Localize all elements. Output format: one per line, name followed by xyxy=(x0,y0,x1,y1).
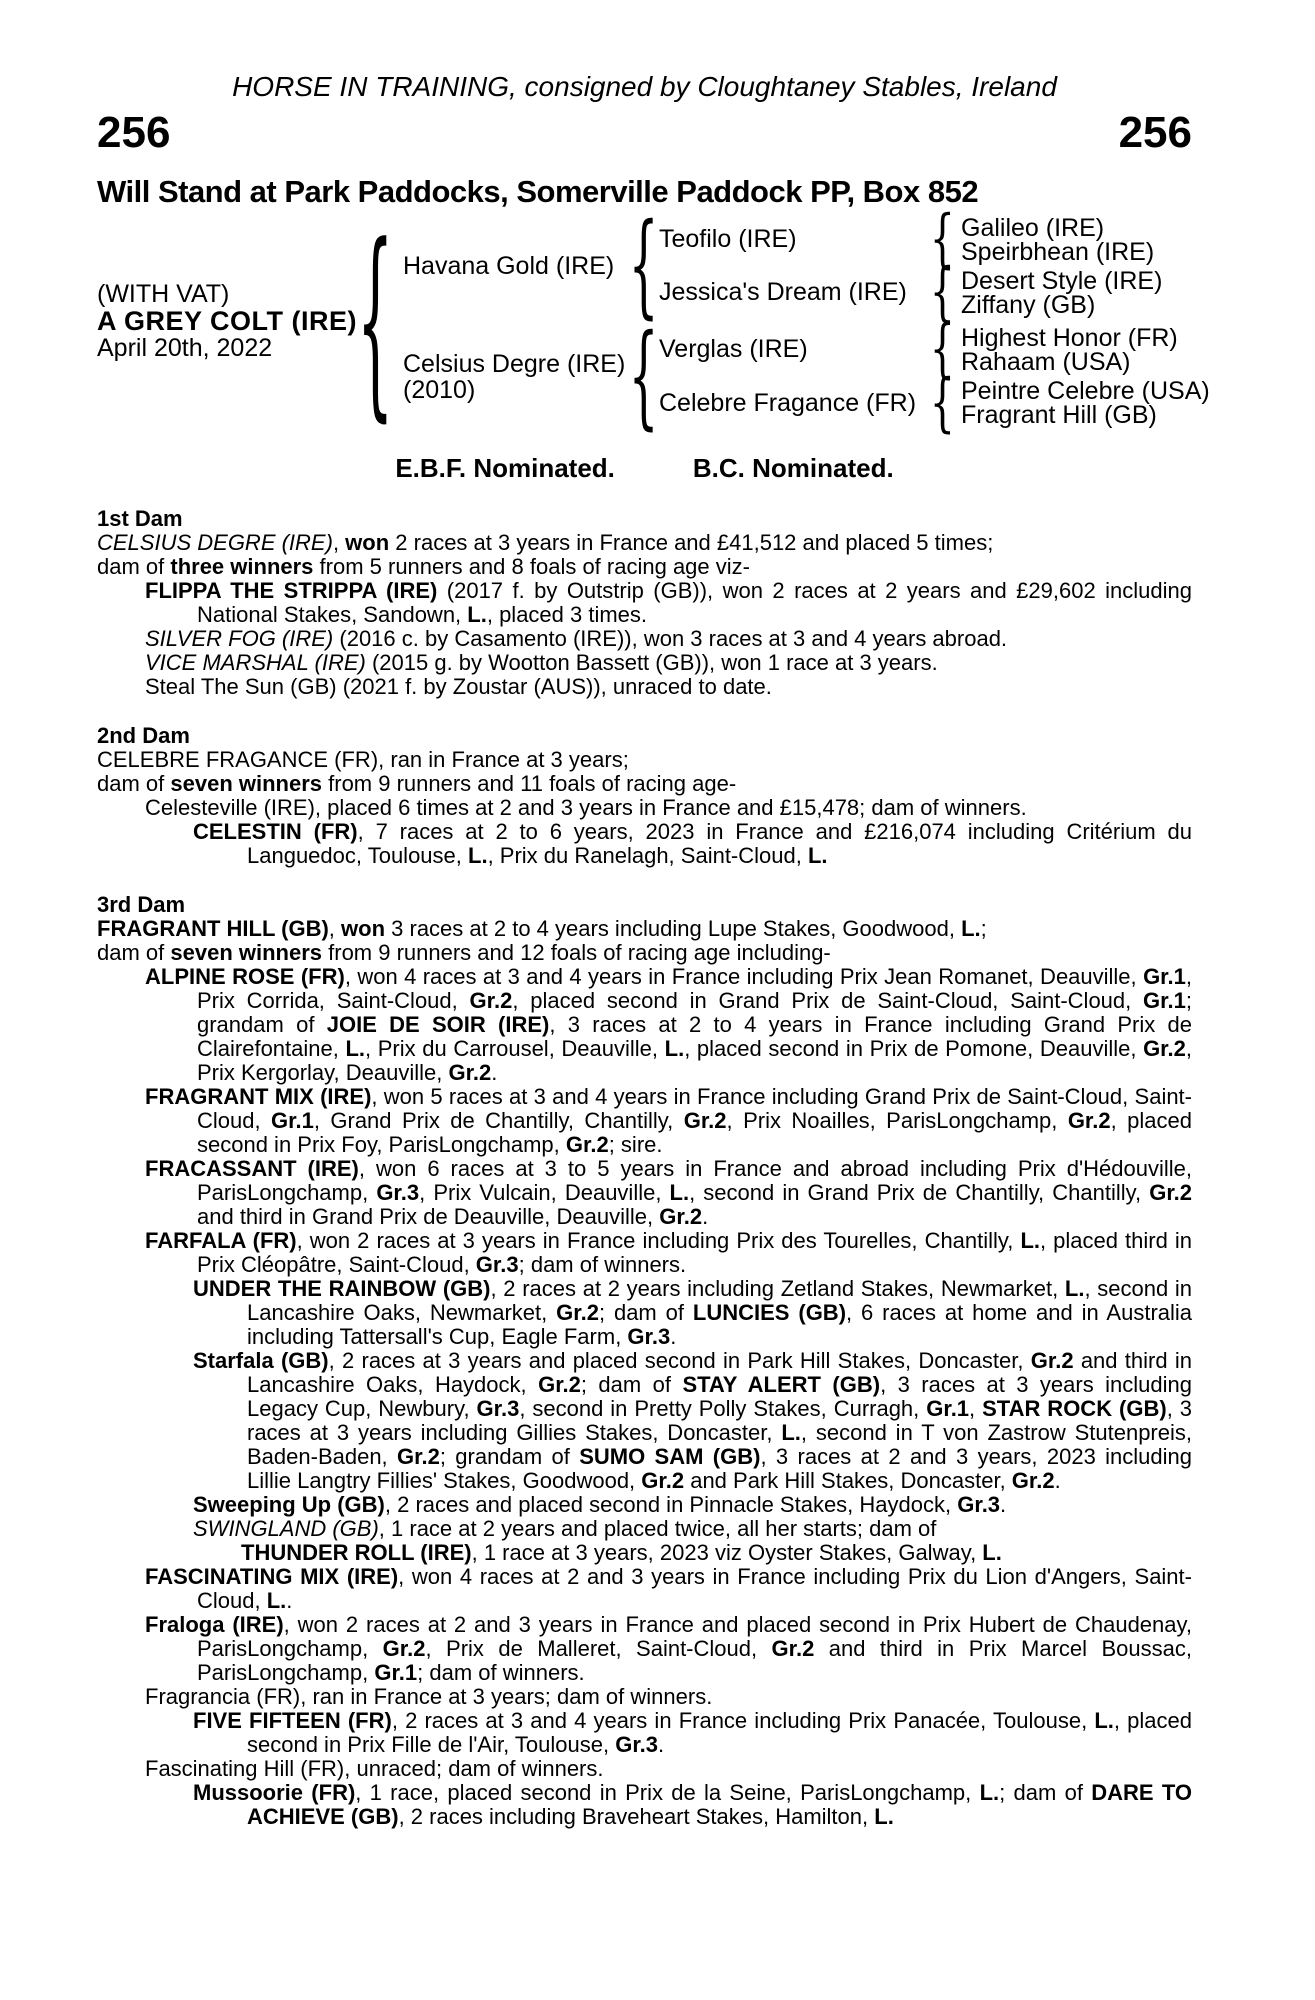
catalogue-paragraph: THUNDER ROLL (IRE), 1 race at 3 years, 2023 viz Oyster Stakes, Galway, L. xyxy=(241,1539,1002,1565)
catalogue-paragraph: FRAGRANT HILL (GB), won 3 races at 2 to 4 years including Lupe Stakes, Goodwood, L.; xyxy=(97,915,987,941)
lot-number-left: 256 xyxy=(97,108,171,157)
dam-sire-brace: { xyxy=(929,312,955,387)
catalogue-paragraph: FLIPPA THE STRIPPA (IRE) (2017 f. by Outstrip (GB)), won 2 races at 2 years and £29,602 including National Stakes, Sandown, L., placed 3 times. xyxy=(145,577,1192,627)
catalogue-paragraph: FARFALA (FR), won 2 races at 3 years in France including Prix des Tourelles, Chantilly, L., placed third in Prix Cléopâtre, Saint-Cloud, Gr.3; dam of winners. xyxy=(145,1227,1192,1277)
sire-sire-dam-name: Speirbhean (IRE) xyxy=(961,237,1155,266)
sire-name: Havana Gold (IRE) xyxy=(403,252,615,281)
dam-year: (2010) xyxy=(403,375,476,404)
dam-sire-dam-name: Rahaam (USA) xyxy=(961,347,1131,376)
catalogue-paragraph: Sweeping Up (GB), 2 races and placed second in Pinnacle Stakes, Haydock, Gr.3. xyxy=(193,1491,1007,1517)
catalogue-paragraph: Fascinating Hill (FR), unraced; dam of winners. xyxy=(145,1755,604,1781)
catalogue-paragraph: Fraloga (IRE), won 2 races at 2 and 3 years in France and placed second in Prix Hubert de Chaudenay, ParisLongchamp, Gr.2, Prix de Malleret, Saint-Cloud, Gr.2 and third in Prix Marcel Boussac, ParisLongchamp, Gr.1; dam of winners. xyxy=(145,1611,1192,1685)
pedigree-table xyxy=(97,200,1210,441)
catalogue-paragraph: dam of seven winners from 9 runners and 11 foals of racing age- xyxy=(97,770,737,796)
vat-note: (WITH VAT) xyxy=(97,279,230,308)
bc-nominated-label: B.C. Nominated. xyxy=(692,452,894,483)
stand-location: Will Stand at Park Paddocks, Somerville Paddock PP, Box 852 xyxy=(97,174,979,209)
pedigree-subject xyxy=(97,279,358,362)
dam-section-heading: 3rd Dam xyxy=(97,891,186,917)
dam-section-heading: 1st Dam xyxy=(97,505,183,531)
catalogue-paragraph: ALPINE ROSE (FR), won 4 races at 3 and 4 years in France including Prix Jean Romanet, Deauville, Gr.1, Prix Corrida, Saint-Cloud, Gr.2, placed second in Grand Prix de Saint-Cloud, Saint-Cloud, Gr.1; grandam of JOIE DE SOIR (IRE), 3 races at 2 to 4 years in France including Grand Prix de Clairefontaine, L., Prix du Carrousel, Deauville, L., placed second in Prix de Pomone, Deauville, Gr.2, Prix Kergorlay, Deauville, Gr.2. xyxy=(145,963,1192,1085)
sire-sire-brace: { xyxy=(929,202,955,276)
sire-dam-sire-name: Desert Style (IRE) xyxy=(961,266,1163,295)
catalogue-paragraph: Steal The Sun (GB) (2021 f. by Zoustar (AUS)), unraced to date. xyxy=(145,673,772,699)
catalogue-sections xyxy=(97,507,1192,1829)
dam-dam-group xyxy=(659,365,1210,440)
subject-name: A GREY COLT (IRE) xyxy=(97,305,358,336)
catalogue-paragraph: CELEBRE FRAGANCE (FR), ran in France at 3 years; xyxy=(97,746,629,772)
sire-dam-group xyxy=(659,255,1163,330)
ebf-nominated-label: E.B.F. Nominated. xyxy=(395,452,615,483)
sire-dam-dam-name: Ziffany (GB) xyxy=(961,290,1096,319)
catalogue-paragraph: UNDER THE RAINBOW (GB), 2 races at 2 years including Zetland Stakes, Newmarket, L., second in Lancashire Oaks, Newmarket, Gr.2; dam of LUNCIES (GB), 6 races at home and in Australia including Tattersall's Cup, Eagle Farm, Gr.3. xyxy=(193,1275,1193,1349)
lot-number-row xyxy=(97,108,1192,157)
catalogue-paragraph: dam of three winners from 5 runners and 8 foals of racing age viz- xyxy=(97,553,750,579)
sire-dam-brace: { xyxy=(929,255,955,330)
catalogue-paragraph: CELESTIN (FR), 7 races at 2 to 6 years, 2023 in France and £216,074 including Critérium du Languedoc, Toulouse, L., Prix du Ranelagh, Saint-Cloud, L. xyxy=(193,818,1192,868)
sire-sire-sire-name: Galileo (IRE) xyxy=(961,213,1105,242)
sire-group xyxy=(395,200,1210,331)
catalogue-paragraph: CELSIUS DEGRE (IRE), won 2 races at 3 years in France and £41,512 and placed 5 times; xyxy=(97,529,994,555)
sire-sire-name: Teofilo (IRE) xyxy=(659,225,797,254)
sire-dam-name: Jessica's Dream (IRE) xyxy=(659,278,907,307)
catalogue-paragraph: Celesteville (IRE), placed 6 times at 2 and 3 years in France and £15,478; dam of winners. xyxy=(145,794,1027,820)
dam-name-cell xyxy=(395,351,629,403)
catalogue-paragraph: dam of seven winners from 9 runners and 12 foals of racing age including- xyxy=(97,939,831,965)
sire-brace: { xyxy=(629,200,659,331)
foaling-date: April 20th, 2022 xyxy=(97,333,273,362)
dam-section xyxy=(97,507,1192,699)
dam-dam-sire-name: Peintre Celebre (USA) xyxy=(961,377,1210,406)
consignment-line: HORSE IN TRAINING, consigned by Cloughtaney Stables, Ireland xyxy=(232,71,1057,102)
catalogue-paragraph: FIVE FIFTEEN (FR), 2 races at 3 and 4 years in France including Prix Panacée, Toulouse, L., placed second in Prix Fille de l'Air, Toulouse, Gr.3. xyxy=(193,1707,1192,1757)
catalogue-paragraph: SILVER FOG (IRE) (2016 c. by Casamento (IRE)), won 3 races at 3 and 4 years abroad. xyxy=(145,625,1008,651)
dam-name: Celsius Degre (IRE) xyxy=(403,349,626,378)
dam-sire-name: Verglas (IRE) xyxy=(659,335,808,364)
dam-brace: { xyxy=(629,310,659,441)
dam-dam-dam-name: Fragrant Hill (GB) xyxy=(961,401,1157,430)
dam-group xyxy=(395,310,1210,441)
catalogue-paragraph: Fragrancia (FR), ran in France at 3 years; dam of winners. xyxy=(145,1683,713,1709)
catalogue-paragraph: FRACASSANT (IRE), won 6 races at 3 to 5 years in France and abroad including Prix d'Hédouville, ParisLongchamp, Gr.3, Prix Vulcain, Deauville, L., second in Grand Prix de Chantilly, Chantilly, Gr.2 and third in Grand Prix de Deauville, Deauville, Gr.2. xyxy=(145,1155,1193,1229)
catalogue-paragraph: FASCINATING MIX (IRE), won 4 races at 2 and 3 years in France including Prix du Lion d'Angers, Saint-Cloud, L.. xyxy=(145,1563,1192,1613)
pedigree-main-brace: { xyxy=(356,202,394,441)
dam-section xyxy=(97,724,1192,868)
nominations-line xyxy=(97,454,1192,482)
catalogue-paragraph: SWINGLAND (GB), 1 race at 2 years and placed twice, all her starts; dam of xyxy=(193,1515,937,1541)
catalogue-paragraph: Starfala (GB), 2 races at 3 years and placed second in Park Hill Stakes, Doncaster, Gr.2 and third in Lancashire Oaks, Haydock, Gr.2; dam of STAY ALERT (GB), 3 races at 3 years including Legacy Cup, Newbury, Gr.3, second in Pretty Polly Stakes, Curragh, Gr.1, STAR ROCK (GB), 3 races at 3 years including Gillies Stakes, Doncaster, L., second in T von Zastrow Stutenpreis, Baden-Baden, Gr.2; grandam of SUMO SAM (GB), 3 races at 2 and 3 years, 2023 including Lillie Langtry Fillies' Stakes, Goodwood, Gr.2 and Park Hill Stakes, Doncaster, Gr.2. xyxy=(193,1347,1192,1493)
dam-dam-brace: { xyxy=(929,365,955,440)
dam-sire-sire-name: Highest Honor (FR) xyxy=(961,323,1178,352)
sire-sire-group xyxy=(659,202,1162,276)
lot-number-right: 256 xyxy=(1118,108,1192,157)
dam-section-heading: 2nd Dam xyxy=(97,722,190,748)
catalogue-paragraph: Mussoorie (FR), 1 race, placed second in Prix de la Seine, ParisLongchamp, L.; dam of DARE TO ACHIEVE (GB), 2 races including Braveheart Stakes, Hamilton, L. xyxy=(193,1779,1192,1829)
catalogue-paragraph: FRAGRANT MIX (IRE), won 5 races at 3 and 4 years in France including Grand Prix de Saint-Cloud, Saint-Cloud, Gr.1, Grand Prix de Chantilly, Chantilly, Gr.2, Prix Noailles, ParisLongchamp, Gr.2, placed second in Prix Foy, ParisLongchamp, Gr.2; sire. xyxy=(145,1083,1192,1157)
dam-dam-name: Celebre Fragance (FR) xyxy=(659,388,917,417)
catalogue-paragraph: VICE MARSHAL (IRE) (2015 g. by Wootton Bassett (GB)), won 1 race at 3 years. xyxy=(145,649,938,675)
dam-section xyxy=(97,893,1192,1829)
